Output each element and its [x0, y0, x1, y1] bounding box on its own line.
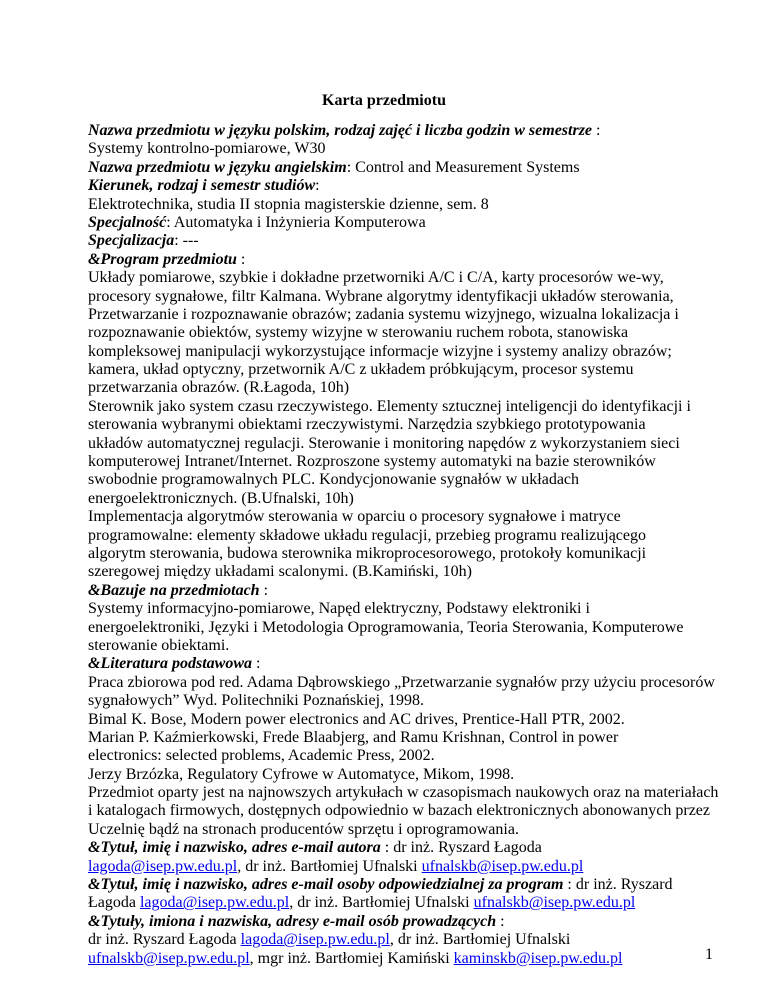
- literature-label: &Literatura podstawowa: [88, 655, 253, 673]
- name-pl-label: Nazwa przedmiotu w języku polskim, rodzaj zajęć i liczba godzin w semestrze: [88, 122, 593, 139]
- document-body: [88, 122, 719, 968]
- email-link-ufnalski[interactable]: ufnalskb@isep.pw.edu.pl: [473, 894, 636, 912]
- specialty-row: [88, 214, 688, 232]
- program-line: rozpoznawanie obiektów, systemy wizyjne w sterowaniu ruchem robota, stanowiska: [88, 324, 629, 342]
- name-pl-value: Systemy kontrolno-pomiarowe, W30: [88, 140, 326, 158]
- program-line: energoelektronicznych. (B.Ufnalski, 10h): [88, 489, 354, 507]
- email-link-ufnalski[interactable]: ufnalskb@isep.pw.edu.pl: [421, 857, 584, 875]
- authors-sep: : dr inż. Ryszard Łagoda: [380, 839, 542, 857]
- based-on-line: sterowanie obiektami.: [88, 636, 230, 654]
- program-line: przetwarzania obrazów. (R.Łagoda, 10h): [88, 379, 350, 397]
- instructors-line-2: [88, 950, 688, 968]
- authors-label: &Tytuł, imię i nazwisko, adres e-mail autora: [88, 839, 381, 857]
- program-line: programowalne: elementy składowe układu regulacji, przebieg programu realizującego: [88, 526, 646, 544]
- name-en-label: Nazwa przedmiotu w języku angielskim: [88, 158, 347, 176]
- name-en-value: Control and Measurement Systems: [355, 158, 580, 176]
- literature-line: Praca zbiorowa pod red. Adama Dąbrowskiego „Przetwarzanie sygnałów przy użyciu procesorów: [88, 673, 715, 691]
- program-line: kompleksowej manipulacji wykorzystujące informacje wizyjne i systemy analizy obrazów;: [88, 342, 672, 360]
- program-line: swobodnie programowalnych PLC. Kondycjonowanie sygnałów w układach: [88, 471, 580, 489]
- literature-line: Bimal K. Bose, Modern power electronics and AC drives, Prentice-Hall PTR, 2002.: [88, 710, 625, 728]
- name-pl-sep: :: [592, 122, 601, 139]
- authors-emails: [88, 858, 688, 876]
- specialization-label: Specjalizacja: [88, 232, 175, 250]
- program-heading: [88, 251, 688, 269]
- based-on-sep: :: [259, 581, 269, 599]
- literature-sep: :: [252, 655, 261, 673]
- instructors-heading: [88, 913, 688, 931]
- based-on-line: energoelektroniki, Języki i Metodologia Oprogramowania, Teoria Sterowania, Komputerowe: [88, 618, 684, 636]
- program-line: Układy pomiarowe, szybkie i dokładne przetworniki A/C i C/A, karty procesorów we-wy,: [88, 269, 664, 287]
- authors-mid: , dr inż. Bartłomiej Ufnalski: [237, 857, 422, 875]
- name-en-sep: :: [346, 158, 356, 176]
- program-line: sterowania wybranymi obiektami rzeczywistymi. Narzędzia szybkiego prototypowania: [88, 416, 646, 434]
- responsible-label: &Tytuł, imię i nazwisko, adres e-mail osoby odpowiedzialnej za program: [88, 876, 564, 894]
- based-on-label: &Bazuje na przedmiotach: [88, 581, 260, 599]
- responsible-pre: Łagoda: [88, 894, 140, 912]
- authors-heading: [88, 839, 688, 857]
- instructors-mid-2: , mgr inż. Bartłomiej Kamiński: [249, 949, 454, 967]
- literature-heading: [88, 655, 688, 673]
- literature-line: Przedmiot oparty jest na najnowszych artykułach w czasopismach naukowych oraz na materiałach: [88, 784, 719, 802]
- responsible-sep: : dr inż. Ryszard: [563, 876, 673, 894]
- literature-line: i katalogach firmowych, dostępnych odpowiednio w bazach elektronicznych abonowanych przez: [88, 802, 710, 820]
- program-line: algorytm sterowania, budowa sterownika mikroprocesorowego, protokoły komunikacji: [88, 544, 647, 562]
- program-sep: :: [236, 250, 246, 268]
- direction-value: Elektrotechnika, studia II stopnia magisterskie dzienne, sem. 8: [88, 195, 489, 213]
- responsible-mid: , dr inż. Bartłomiej Ufnalski: [289, 894, 474, 912]
- name-pl-heading: [88, 122, 688, 140]
- program-line: kamera, układ optyczny, przetwornik A/C z układem próbkującym, procesor systemu: [88, 361, 634, 379]
- literature-line: Uczelnię bądź na stronach producentów sprzętu i oprogramowania.: [88, 820, 519, 838]
- direction-label: Kierunek, rodzaj i semestr studiów: [88, 177, 316, 195]
- email-link-lagoda[interactable]: lagoda@isep.pw.edu.pl: [88, 857, 238, 875]
- email-link-lagoda[interactable]: lagoda@isep.pw.edu.pl: [240, 931, 390, 949]
- instructors-line-1: [88, 931, 688, 949]
- program-line: Przetwarzanie i rozpoznawanie obrazów; zadania systemu wizyjnego, wizualna lokalizacja i: [88, 305, 679, 323]
- literature-line: electronics: selected problems, Academic Press, 2002.: [88, 747, 435, 765]
- specialty-value: Automatyka i Inżynieria Komputerowa: [173, 213, 426, 231]
- specialization-sep: : ---: [174, 232, 199, 250]
- literature-line: Marian P. Kaźmierkowski, Frede Blaabjerg, and Ramu Krishnan, Control in power: [88, 728, 619, 746]
- instructors-mid: , dr inż. Bartłomiej Ufnalski: [389, 931, 571, 949]
- program-line: procesory sygnałowe, filtr Kalmana. Wybrane algorytmy identyfikacji układów sterowania,: [88, 287, 674, 305]
- specialty-sep: :: [166, 213, 174, 231]
- name-en-row: [88, 159, 688, 177]
- instructors-pre: dr inż. Ryszard Łagoda: [88, 931, 241, 949]
- email-link-lagoda[interactable]: lagoda@isep.pw.edu.pl: [139, 894, 290, 912]
- responsible-heading: [88, 876, 688, 894]
- direction-heading: [88, 177, 688, 195]
- program-label: &Program przedmiotu: [88, 250, 237, 268]
- specialty-label: Specjalność: [88, 213, 167, 231]
- based-on-line: Systemy informacyjno-pomiarowe, Napęd elektryczny, Podstawy elektroniki i: [88, 600, 590, 618]
- page-title: Karta przedmiotu: [322, 92, 446, 109]
- page-number: 1: [705, 946, 713, 963]
- email-link-ufnalski[interactable]: ufnalskb@isep.pw.edu.pl: [88, 949, 250, 967]
- program-line: komputerowej Intranet/Internet. Rozproszone systemy automatyki na bazie sterowników: [88, 453, 656, 471]
- email-link-kaminski[interactable]: kaminskb@isep.pw.edu.pl: [453, 949, 623, 967]
- program-line: układów automatycznej regulacji. Sterowanie i monitoring napędów z wykorzystaniem sieci: [88, 434, 680, 452]
- direction-sep: :: [315, 177, 320, 195]
- specialization-row: [88, 232, 688, 250]
- responsible-emails: [88, 894, 688, 912]
- based-on-heading: [88, 582, 688, 600]
- program-line: Implementacja algorytmów sterowania w oparciu o procesory sygnałowe i matryce: [88, 508, 621, 526]
- literature-line: sygnałowych” Wyd. Politechniki Poznańskiej, 1998.: [88, 692, 425, 710]
- program-line: Sterownik jako system czasu rzeczywistego. Elementy sztucznej inteligencji do identyfikacji i: [88, 397, 691, 415]
- literature-line: Jerzy Brzózka, Regulatory Cyfrowe w Automatyce, Mikom, 1998.: [88, 765, 515, 783]
- instructors-label: &Tytuły, imiona i nazwiska, adresy e-mail osób prowadzących: [88, 912, 497, 930]
- instructors-sep: :: [496, 912, 505, 930]
- program-line: szeregowej między układami scalonymi. (B.Kamiński, 10h): [88, 563, 472, 581]
